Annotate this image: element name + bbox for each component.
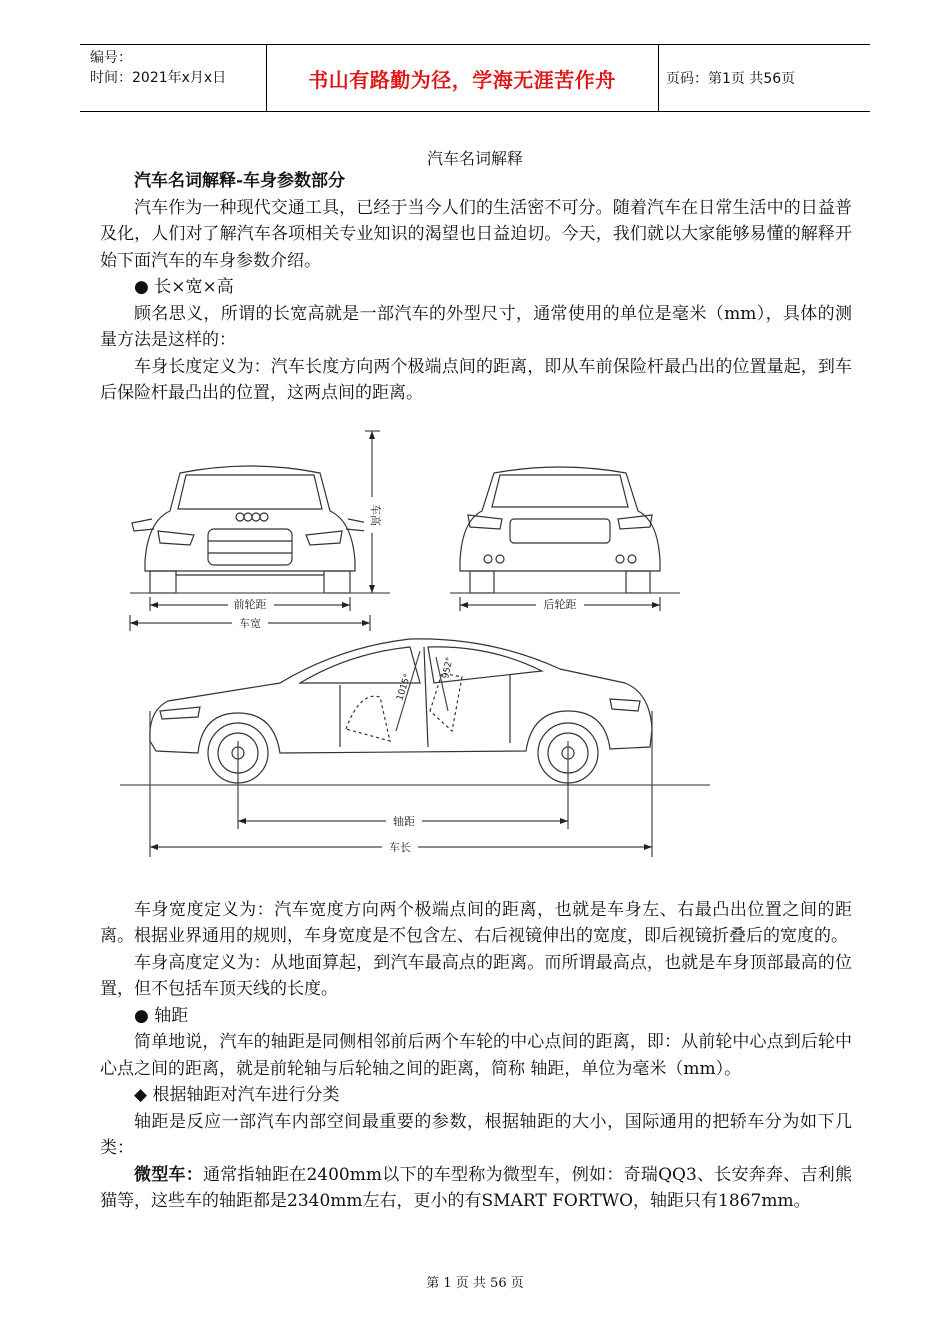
label-length: 车长 — [389, 840, 411, 854]
paragraph-width-definition: 车身宽度定义为：汽车宽度方向两个极端点间的距离，也就是车身左、右最凸出位置之间的距离。根据业界通用的规则，车身宽度是不包含左、右后视镜伸出的宽度，即后视镜折叠后的宽度的。 — [100, 899, 852, 946]
label-height: 车高 — [369, 503, 382, 526]
paragraph-height-definition: 车身高度定义为：从地面算起，到汽车最高点的距离。而所谓最高点，也就是车身顶部最高的位置，但不包括车顶天线的长度。 — [100, 952, 852, 999]
label-front-track: 前轮距 — [233, 597, 267, 611]
label-wheelbase: 轴距 — [393, 814, 415, 828]
paragraph-classification: 轴距是反应一部汽车内部空间最重要的参数，根据轴距的大小，国际通用的把轿车分为如下几类： — [100, 1111, 852, 1158]
car-dimensions-figure — [90, 411, 850, 891]
paragraph-length-definition: 车身长度定义为：汽车长度方向两个极端点间的距离，即从车前保险杆最凸出的位置量起，到车后保险杆最凸出的位置，这两点间的距离。 — [100, 356, 852, 403]
header-divider — [658, 44, 659, 112]
header-meta — [90, 48, 226, 88]
document-body — [100, 168, 852, 1215]
bullet-wheelbase: ● 轴距 — [134, 1005, 189, 1026]
header-page-info: 页码：第1页 共56页 — [666, 71, 796, 87]
section-title: 汽车名词解释-车身参数部分 — [134, 171, 346, 191]
paragraph-mini-car — [100, 1162, 852, 1215]
mini-car-label: 微型车： — [134, 1164, 203, 1185]
paragraph-wheelbase-definition: 简单地说，汽车的轴距是同侧相邻前后两个车轮的中心点间的距离，即：从前轮中心点到后轮中心点之间的距离，就是前轮轴与后轮轴之间的距离，简称 轴距，单位为毫米（mm）。 — [100, 1032, 852, 1079]
front-view-car — [132, 466, 368, 593]
label-angle-front: 1015° — [395, 672, 414, 702]
bullet-classification: ◆ 根据轴距对汽车进行分类 — [134, 1085, 340, 1105]
document-title: 汽车名词解释 — [426, 149, 523, 168]
label-width: 车宽 — [239, 616, 261, 630]
side-view-car — [150, 638, 652, 782]
document-number-label: 编号： — [90, 50, 132, 66]
rear-view-car — [460, 467, 660, 593]
paragraph-intro: 汽车作为一种现代交通工具，已经于当今人们的生活密不可分。随着汽车在日常生活中的日益普及化，人们对了解汽车各项相关专业知识的渴望也日益迫切。今天，我们就以大家能够易懂的解释开始下面汽车的车身参数介绍。 — [100, 197, 852, 271]
page-footer: 第 1 页 共 56 页 — [426, 1276, 524, 1291]
paragraph-lwh-description: 顾名思义，所谓的长宽高就是一部汽车的外型尺寸，通常使用的单位是毫米（mm），具体的测量方法是这样的： — [100, 303, 852, 350]
label-rear-track: 后轮距 — [543, 597, 577, 611]
car-dimensions-diagram — [90, 411, 850, 891]
mini-car-description: 通常指轴距在2400mm以下的车型称为微型车，例如：奇瑞QQ3、长安奔奔、吉利熊猫等，这些车的轴距都是2340mm左右，更小的有SMART FORTWO，轴距只有1867mm。 — [100, 1164, 852, 1211]
bullet-length-width-height: ● 长×宽×高 — [134, 277, 234, 297]
page-header — [80, 44, 870, 112]
header-motto: 书山有路勤为径，学海无涯苦作舟 — [308, 67, 616, 92]
label-angle-rear: 952° — [441, 655, 456, 680]
document-time-label: 时间：2021年x月x日 — [90, 70, 227, 86]
